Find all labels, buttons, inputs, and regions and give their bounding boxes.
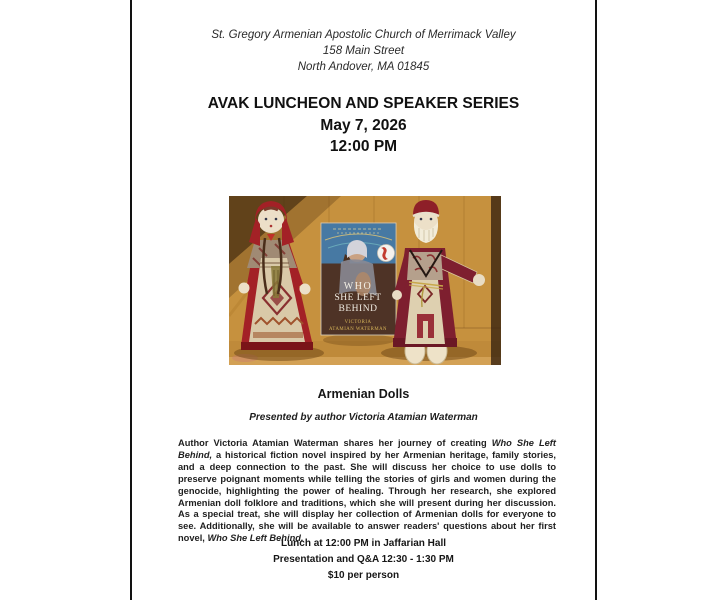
event-time: 12:00 PM <box>329 138 398 155</box>
talk-description <box>178 438 556 545</box>
description-book-title-1: Who She Left Behind, <box>178 438 556 460</box>
book-title-line3: BEHIND <box>338 304 378 314</box>
talk-presenter: Presented by author Victoria Atamian Waterman <box>249 412 478 423</box>
book-author-line2: ATAMIAN WATERMAN <box>328 327 388 332</box>
church-name: St. Gregory Armenian Apostolic Church of Merrimack Valley <box>211 29 516 41</box>
detail-presentation: Presentation and Q&A 12:30 - 1:30 PM <box>273 553 454 565</box>
event-series-title: AVAK LUNCHEON AND SPEAKER SERIES <box>207 95 520 112</box>
event-date: May 7, 2026 <box>320 116 407 134</box>
dolls-photo-illustration <box>229 196 501 365</box>
detail-price: $10 per person <box>327 569 400 581</box>
detail-lunch: Lunch at 12:00 PM in Jaffarian Hall <box>280 538 447 549</box>
event-details <box>132 536 595 583</box>
description-book-title-2: Who She Left Behind. <box>207 533 304 544</box>
description-part1: Author Victoria Atamian Waterman shares her journey of creating <box>178 438 492 448</box>
book-title-line2: SHE LEFT <box>334 293 382 303</box>
book-cover <box>321 223 396 335</box>
church-header <box>132 27 595 75</box>
description-part2: a historical fiction novel inspired by her Armenian heritage, family stories, and a deep connection to the past. She will discuss her choice to use dolls to preserve poignant moments while telling the stories of girls and women during the genocide, highlighting the power of healing. Through her research, she explored Armenian doll folklore and traditions, which she will present during her discussion. As a special treat, she will display her collection of Armenian dolls for everyone to see. Additionally, she will be available to answer readers' questions about her first novel, <box>178 449 556 544</box>
book-author-line1: VICTORIA <box>344 320 372 325</box>
award-badge-icon <box>378 245 395 262</box>
dolls-photo <box>229 196 501 365</box>
talk-title: Armenian Dolls <box>317 387 410 401</box>
flyer-page <box>132 0 595 600</box>
church-city: North Andover, MA 01845 <box>297 61 430 73</box>
church-street: 158 Main Street <box>322 45 405 57</box>
book-title-line1: WHO <box>343 281 373 292</box>
event-header <box>132 93 595 158</box>
page-border-right <box>595 0 597 600</box>
